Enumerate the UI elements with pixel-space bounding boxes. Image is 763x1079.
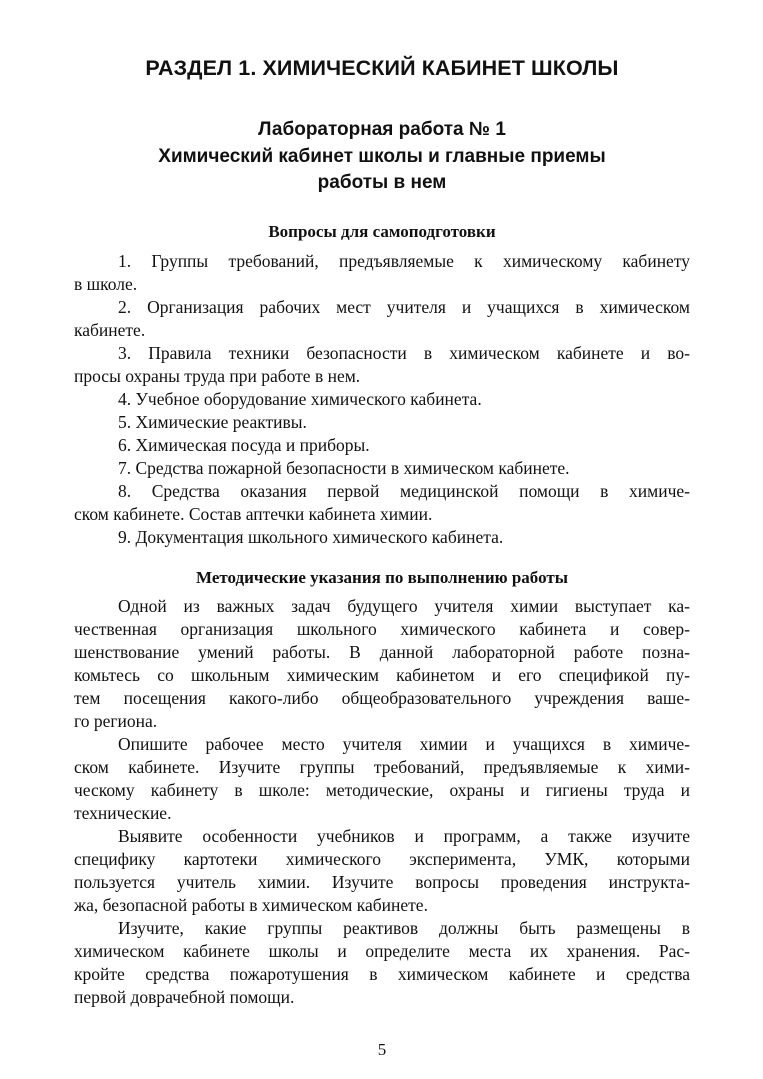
lab-title-line-1: Лабораторная работа № 1	[258, 119, 506, 140]
methods-line: пользуется учитель химии. Изучите вопросы проведения инструкта-	[74, 872, 690, 892]
questions-list	[74, 250, 690, 549]
questions-line: 3. Правила техники безопасности в химическом кабинете и во-	[118, 343, 690, 363]
lab-title-line-3: работы в нем	[317, 172, 447, 193]
methods-line: специфику картотеки химического эксперимента, УМК, которыми	[74, 849, 690, 869]
methods-line: жа, безопасной работы в химическом кабинете.	[74, 895, 428, 915]
methods-line: го региона.	[74, 711, 158, 731]
questions-line: 2. Организация рабочих мест учителя и учащихся в химическом	[118, 297, 690, 317]
lab-title-line-2: Химический кабинет школы и главные приемы	[158, 145, 606, 167]
questions-line: 5. Химические реактивы.	[118, 412, 307, 432]
methods-line: кройте средства пожаротушения в химическом кабинете и средства	[74, 964, 690, 984]
methods-line: Опишите рабочее место учителя химии и учащихся в химиче-	[118, 734, 690, 754]
methods-text	[74, 595, 690, 1009]
methods-line: тем посещения какого-либо общеобразовательного учреждения ваше-	[74, 688, 690, 708]
methods-line: химическом кабинете школы и определите места их хранения. Рас-	[74, 941, 690, 961]
methods-line: ском кабинете. Изучите группы требований, предъявляемые к хими-	[74, 757, 690, 777]
methods-line: первой доврачебной помощи.	[74, 987, 295, 1007]
questions-line: в школе.	[74, 274, 138, 294]
methods-line: Изучите, какие группы реактивов должны быть размещены в	[118, 918, 690, 938]
methods-line: шенствование умений работы. В данной лабораторной работе позна-	[74, 642, 690, 662]
questions-line: 8. Средства оказания первой медицинской помощи в химиче-	[118, 481, 690, 501]
questions-heading: Вопросы для самоподготовки	[268, 222, 496, 241]
methods-line: чественная организация школьного химического кабинета и совер-	[74, 619, 690, 639]
section-title: РАЗДЕЛ 1. ХИМИЧЕСКИЙ КАБИНЕТ ШКОЛЫ	[145, 56, 619, 80]
questions-line: просы охраны труда при работе в нем.	[74, 366, 361, 386]
methods-line: технические.	[74, 803, 172, 823]
questions-line: 4. Учебное оборудование химического кабинета.	[118, 389, 482, 409]
methods-line: Выявите особенности учебников и программ, а также изучите	[118, 826, 690, 846]
methods-line: ческому кабинету в школе: методические, охраны и гигиены труда и	[74, 780, 690, 800]
lab-title	[74, 117, 690, 197]
questions-line: кабинете.	[74, 320, 146, 340]
questions-line: 9. Документация школьного химического кабинета.	[118, 527, 504, 547]
questions-line: 7. Средства пожарной безопасности в химическом кабинете.	[118, 458, 570, 478]
page-number: 5	[377, 1040, 387, 1059]
questions-line: ском кабинете. Состав аптечки кабинета химии.	[74, 504, 433, 524]
methods-line: Одной из важных задач будущего учителя химии выступает ка-	[118, 596, 690, 616]
questions-line: 1. Группы требований, предъявляемые к химическому кабинету	[118, 251, 690, 271]
questions-line: 6. Химическая посуда и приборы.	[118, 435, 370, 455]
methods-heading: Методические указания по выполнению работы	[196, 568, 568, 587]
methods-line: комьтесь со школьным химическим кабинетом и его спецификой пу-	[74, 665, 690, 685]
